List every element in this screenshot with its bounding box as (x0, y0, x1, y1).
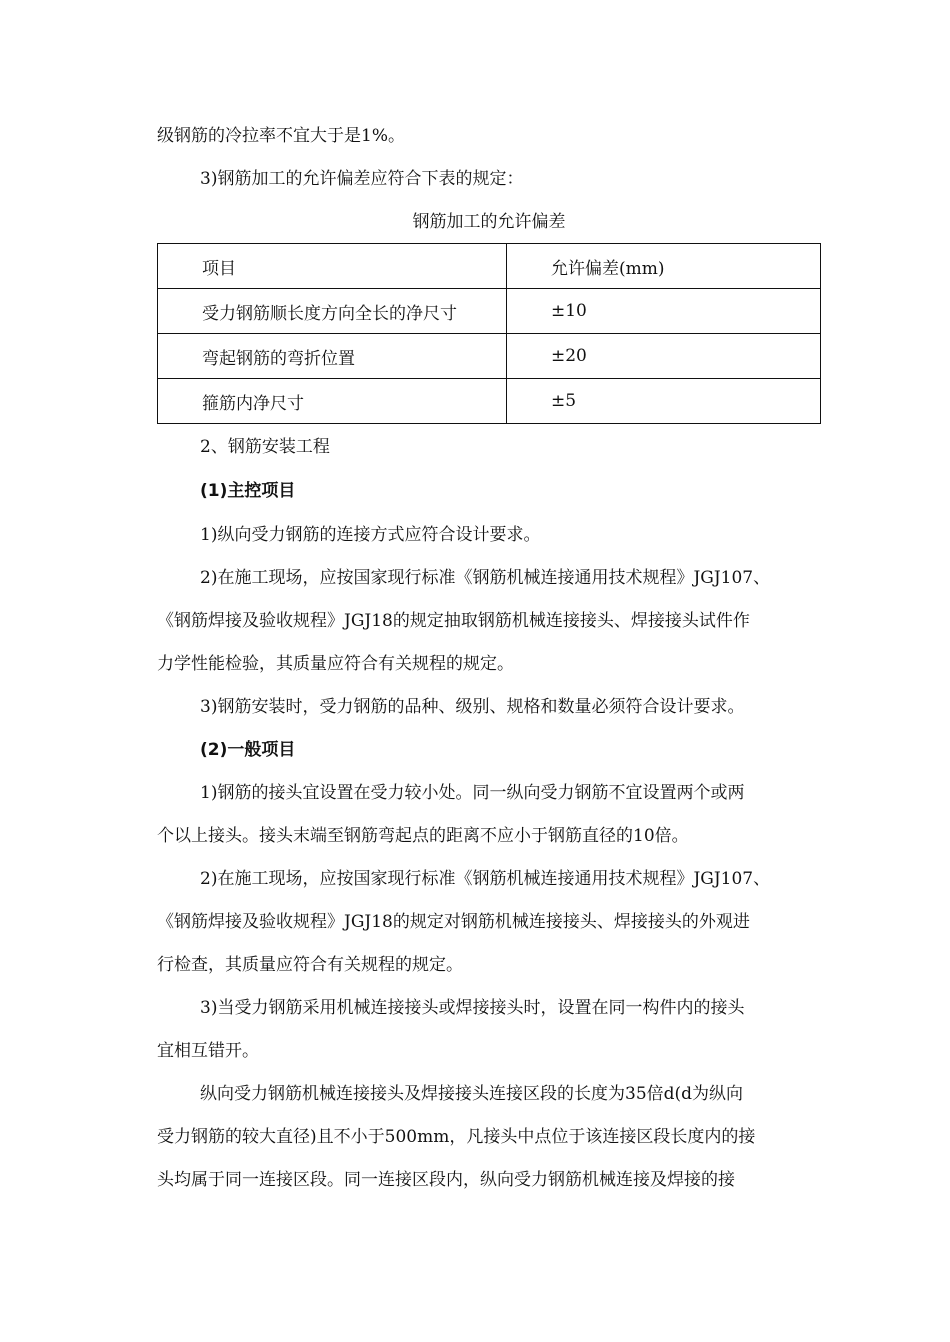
paragraph-line: 宜相互错开。 (157, 1041, 259, 1061)
paragraph-line: 头均属于同一连接区段。同一连接区段内，纵向受力钢筋机械连接及焊接的接 (157, 1170, 735, 1190)
header-cell-item: 项目 (158, 244, 507, 289)
paragraph-line: 级钢筋的冷拉率不宜大于是1%。 (157, 126, 405, 146)
subsection-heading: (2)一般项目 (200, 740, 296, 760)
paragraph-line: 受力钢筋的较大直径)且不小于500mm，凡接头中点位于该连接区段长度内的接 (157, 1127, 756, 1147)
paragraph-line: 纵向受力钢筋机械连接接头及焊接接头连接区段的长度为35倍d(d为纵向 (200, 1084, 744, 1104)
table-cell: ±20 (507, 334, 821, 379)
table-row (158, 289, 821, 334)
paragraph-line: 3)当受力钢筋采用机械连接接头或焊接接头时，设置在同一构件内的接头 (200, 998, 745, 1018)
table-row (158, 334, 821, 379)
deviation-table (157, 243, 821, 424)
paragraph-line: 2)在施工现场，应按国家现行标准《钢筋机械连接通用技术规程》JGJ107、 (200, 869, 771, 889)
paragraph-line: 《钢筋焊接及验收规程》JGJ18的规定抽取钢筋机械连接接头、焊接接头试件作 (157, 611, 750, 631)
paragraph-line: 1)钢筋的接头宜设置在受力较小处。同一纵向受力钢筋不宜设置两个或两 (200, 783, 745, 803)
table-header-row (158, 244, 821, 289)
paragraph-line: 《钢筋焊接及验收规程》JGJ18的规定对钢筋机械连接接头、焊接接头的外观进 (157, 912, 750, 932)
paragraph-line: 行检查，其质量应符合有关规程的规定。 (157, 955, 463, 975)
section-heading: 2、钢筋安装工程 (200, 437, 330, 457)
table-cell: ±10 (507, 289, 821, 334)
paragraph-line: 3)钢筋安装时，受力钢筋的品种、级别、规格和数量必须符合设计要求。 (200, 697, 745, 717)
table-cell: 受力钢筋顺长度方向全长的净尺寸 (158, 289, 507, 334)
subsection-heading: (1)主控项目 (200, 481, 296, 501)
paragraph-line: 2)在施工现场，应按国家现行标准《钢筋机械连接通用技术规程》JGJ107、 (200, 568, 771, 588)
paragraph-line: 个以上接头。接头末端至钢筋弯起点的距离不应小于钢筋直径的10倍。 (157, 826, 689, 846)
paragraph-line: 力学性能检验，其质量应符合有关规程的规定。 (157, 654, 514, 674)
table-caption: 钢筋加工的允许偏差 (412, 212, 566, 232)
paragraph-line: 1)纵向受力钢筋的连接方式应符合设计要求。 (200, 525, 541, 545)
paragraph-line: 3)钢筋加工的允许偏差应符合下表的规定： (200, 169, 524, 189)
table-cell: 弯起钢筋的弯折位置 (158, 334, 507, 379)
table-cell: ±5 (507, 379, 821, 424)
table-row (158, 379, 821, 424)
header-cell-deviation: 允许偏差(mm) (507, 244, 821, 289)
table-cell: 箍筋内净尺寸 (158, 379, 507, 424)
